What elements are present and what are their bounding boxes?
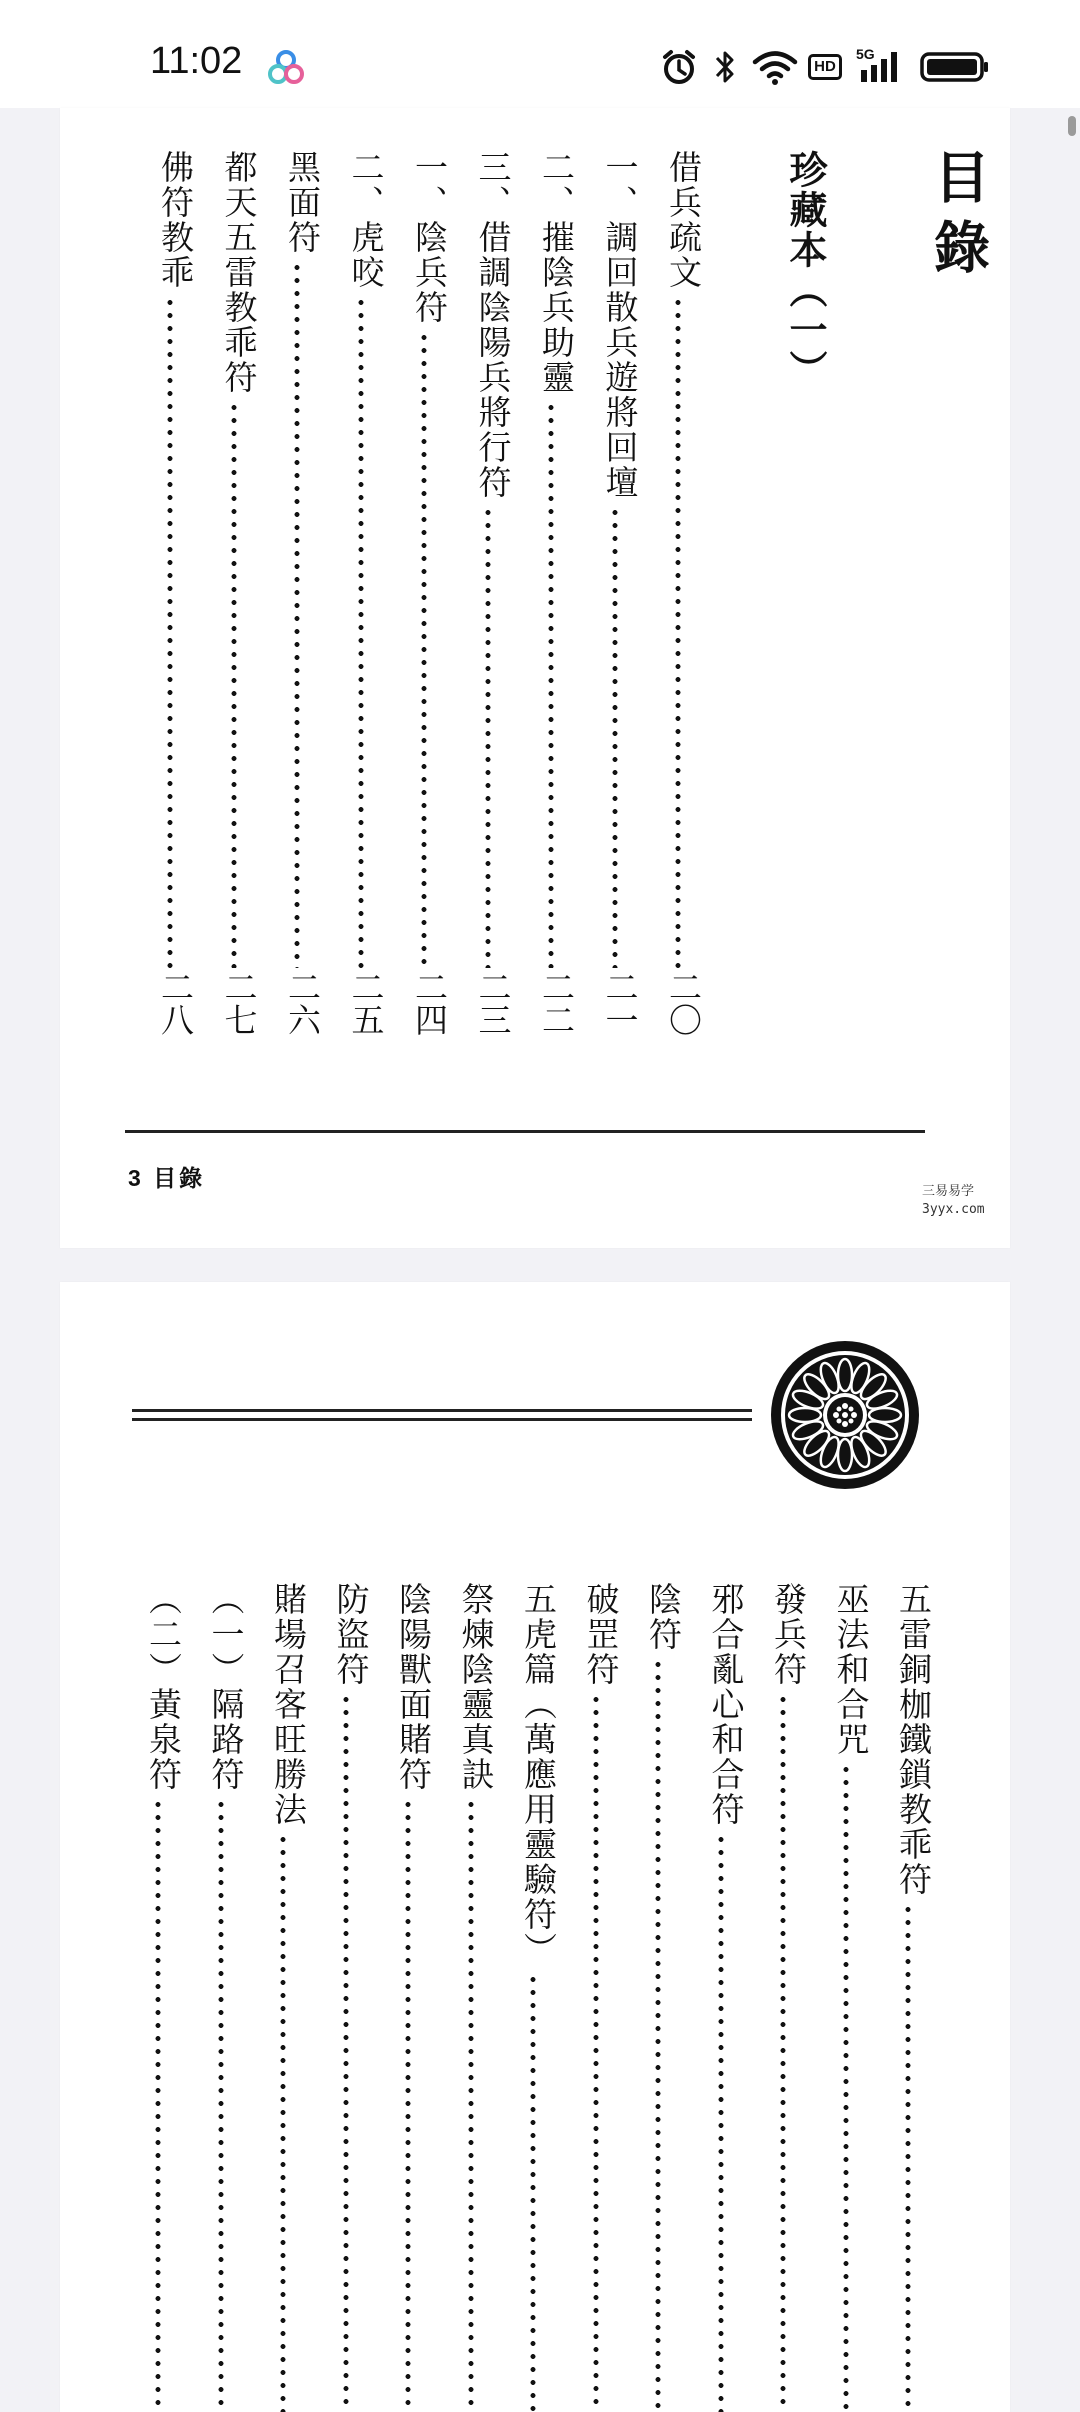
toc-page-number: 二一 (600, 970, 640, 1036)
toc-page-number: 二七 (219, 970, 259, 1036)
section-heading: 珍藏本（一） (783, 150, 828, 390)
lotus-emblem-icon (768, 1338, 922, 1492)
toc-leader-dots (905, 1903, 911, 2412)
toc-leader-dots (231, 401, 237, 968)
toc-leader-dots (167, 296, 173, 968)
toc-entry-title: 五雷銅枷鐵鎖教乖符 (894, 1582, 933, 1897)
toc-entry-title: 一、調回散兵遊將回壇 (600, 150, 640, 500)
toc-entry-title: 三、借調陰陽兵將行符 (473, 150, 513, 500)
toc-heading: 目錄 (925, 148, 991, 288)
toc-leader-dots (358, 296, 364, 968)
toc-leader-dots (218, 1798, 224, 2412)
network-label: 5G (856, 46, 875, 62)
toc-entry-title: 巫法和合咒 (831, 1582, 871, 1757)
toc-entry-title: 破罡符 (581, 1582, 621, 1687)
toc-page-number: 二二 (537, 970, 576, 1036)
wifi-icon (752, 48, 798, 86)
alarm-icon (660, 48, 698, 86)
toc-leader-dots (612, 506, 618, 968)
toc-entry-title: 陰符 (644, 1582, 683, 1652)
hd-badge: HD (808, 54, 842, 80)
toc-entry-title: 一、陰兵符 (410, 150, 449, 325)
page-footer: 3 目錄 (128, 1165, 206, 1191)
toc-entry-title: 佛符教乖 (156, 150, 195, 290)
toc-entry-title: 二、摧陰兵助靈 (537, 150, 576, 395)
toc-leader-dots (405, 1798, 411, 2412)
toc-leader-dots (468, 1798, 474, 2412)
toc-leader-dots (155, 1798, 161, 2412)
toc-leader-dots (780, 1693, 786, 2412)
toc-entry-title: 祭煉陰靈真訣 (456, 1582, 496, 1792)
page-divider (125, 1130, 925, 1133)
toc-entry-title: （二）黃泉符 (144, 1582, 183, 1792)
toc-page-number: 二六 (283, 970, 322, 1036)
bluetooth-icon (712, 48, 738, 86)
toc-leader-dots (280, 1833, 286, 2412)
app-logo-icon (266, 48, 306, 88)
document-page (60, 1282, 1010, 2412)
toc-leader-dots (548, 401, 554, 968)
toc-leader-dots (655, 1658, 661, 2412)
toc-leader-dots (421, 331, 427, 968)
toc-entry-title: 發兵符 (769, 1582, 808, 1687)
toc-leader-dots (530, 1973, 536, 2412)
toc-entry-title: 陰陽獸面賭符 (394, 1582, 433, 1792)
toc-entry-title: 邪合亂心和合符 (706, 1582, 746, 1827)
status-time: 11:02 (150, 40, 243, 82)
toc-page-number: 二五 (346, 970, 386, 1036)
toc-entry-title: 二、虎咬 (346, 150, 386, 290)
toc-page-number: 二四 (410, 970, 449, 1036)
toc-leader-dots (718, 1833, 724, 2412)
toc-leader-dots (485, 506, 491, 968)
toc-page-number: 二〇 (664, 970, 703, 1036)
toc-leader-dots (294, 261, 300, 968)
toc-entry-title: 防盜符 (331, 1582, 371, 1687)
toc-leader-dots (843, 1763, 849, 2412)
toc-entry-title: 五虎篇（萬應用靈驗符） (519, 1582, 558, 1967)
watermark-text: 三易易学 (922, 1184, 975, 1199)
toc-entry-title: 借兵疏文 (664, 150, 703, 290)
document-page (60, 108, 1010, 1248)
battery-icon (920, 48, 990, 86)
scrollbar-thumb[interactable] (1068, 116, 1076, 136)
decorative-rule (132, 1409, 752, 1412)
toc-page-number: 二三 (473, 970, 513, 1036)
signal-icon (856, 46, 906, 86)
status-bar (0, 0, 1080, 108)
watermark-url: 3yyx.com (922, 1202, 985, 1217)
toc-entry-title: 都天五雷教乖符 (219, 150, 259, 395)
toc-entry-title: 賭場召客旺勝法 (269, 1582, 308, 1827)
toc-leader-dots (593, 1693, 599, 2412)
toc-entry-title: 黑面符 (283, 150, 322, 255)
toc-leader-dots (343, 1693, 349, 2412)
toc-entry-title: （一）隔路符 (206, 1582, 246, 1792)
toc-page-number: 二八 (156, 970, 195, 1036)
decorative-rule (132, 1418, 752, 1421)
toc-leader-dots (675, 296, 681, 968)
